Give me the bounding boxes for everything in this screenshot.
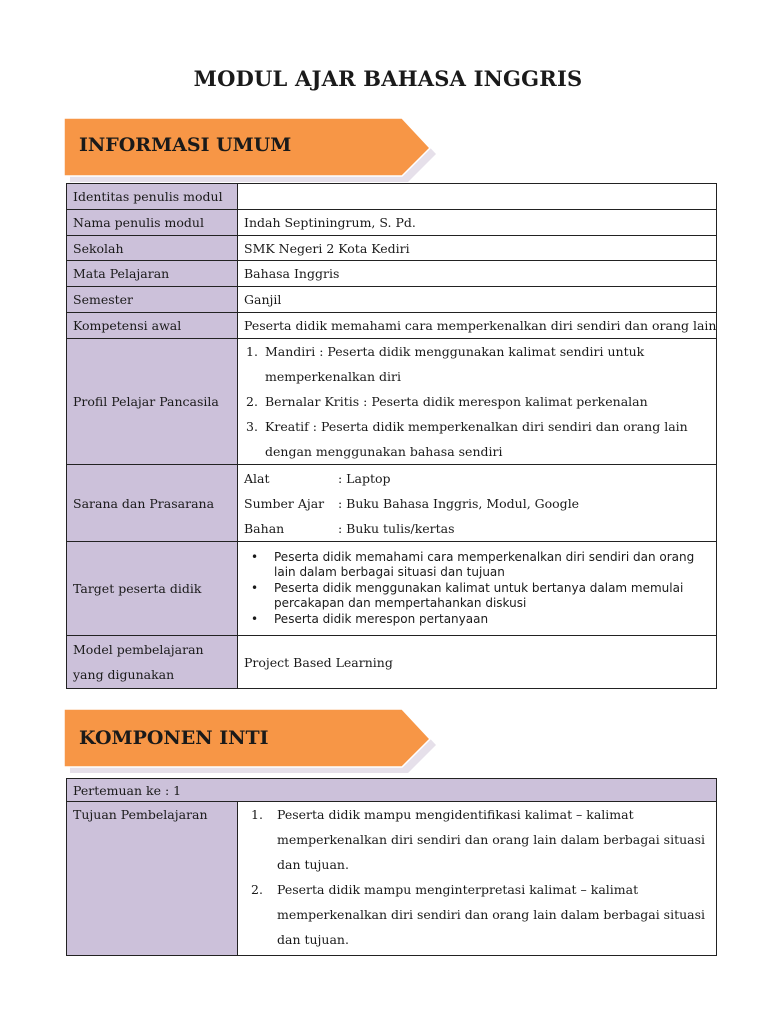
list-text: Kreatif : Peserta didik memperkenalkan diri sendiri dan orang lain — [265, 419, 688, 434]
list-item — [244, 877, 710, 952]
list-text: Peserta didik mampu mengidentifikasi kalimat – kalimat — [277, 807, 634, 822]
informasi-umum-banner — [64, 116, 436, 182]
table-row — [67, 465, 717, 542]
table-row — [67, 236, 717, 261]
sarana-cell — [238, 465, 717, 542]
list-item — [244, 550, 710, 581]
list-text: Peserta didik merespon pertanyaan — [274, 611, 489, 626]
row-value: Ganjil — [238, 287, 717, 313]
document-title: MODUL AJAR BAHASA INGGRIS — [193, 66, 583, 91]
row-value: Project Based Learning — [238, 636, 717, 689]
row-label — [67, 636, 238, 689]
list-text: Peserta didik menggunakan kalimat untuk bertanya dalam memulai — [274, 580, 684, 595]
target-list — [244, 550, 710, 628]
table-row — [67, 779, 717, 802]
table-row — [67, 210, 717, 236]
sarana-item — [244, 516, 710, 541]
list-text: lain dalam berbagai situasi dan tujuan — [274, 565, 505, 580]
row-value: Indah Septiningrum, S. Pd. — [238, 210, 717, 236]
sarana-key: Alat — [244, 470, 270, 486]
row-label: Mata Pelajaran — [67, 261, 238, 287]
tujuan-cell — [238, 802, 717, 956]
label-text: yang digunakan — [73, 667, 175, 682]
list-item — [244, 339, 710, 389]
sarana-value: : Buku tulis/kertas — [338, 520, 455, 536]
bullet-icon: • — [251, 580, 259, 595]
bullet-icon: • — [251, 611, 259, 626]
row-label: Sekolah — [67, 236, 238, 261]
informasi-umum-heading: INFORMASI UMUM — [79, 134, 292, 156]
row-value: Peserta didik memahami cara memperkenalkan diri sendiri dan orang lain — [238, 313, 717, 339]
row-label: Sarana dan Prasarana — [67, 465, 238, 542]
sarana-item — [244, 491, 710, 516]
list-text: dengan menggunakan bahasa sendiri — [265, 444, 503, 459]
list-item — [244, 802, 710, 877]
bullet-icon: • — [251, 549, 259, 564]
list-text: Mandiri : Peserta didik menggunakan kalimat sendiri untuk — [265, 344, 645, 359]
row-label: Target peserta didik — [67, 542, 238, 636]
sarana-item — [244, 466, 710, 491]
row-value — [238, 184, 717, 210]
komponen-inti-table — [66, 778, 717, 956]
list-text: memperkenalkan diri — [265, 369, 401, 384]
table-row — [67, 802, 717, 956]
row-label: Identitas penulis modul — [67, 184, 238, 210]
sarana-value: : Laptop — [338, 470, 391, 486]
list-number: 1. — [251, 807, 263, 822]
pertemuan-label: Pertemuan ke : 1 — [67, 779, 717, 802]
list-number: 1. — [246, 344, 258, 359]
table-row — [67, 261, 717, 287]
row-value: SMK Negeri 2 Kota Kediri — [238, 236, 717, 261]
list-text: memperkenalkan diri sendiri dan orang lain dalam berbagai situasi — [277, 907, 706, 922]
list-text: dan tujuan. — [277, 932, 349, 947]
row-label: Nama penulis modul — [67, 210, 238, 236]
target-cell — [238, 542, 717, 636]
list-text: percakapan dan mempertahankan diskusi — [274, 596, 527, 611]
list-item — [244, 389, 710, 414]
table-row — [67, 313, 717, 339]
komponen-inti-heading: KOMPONEN INTI — [79, 727, 269, 749]
tujuan-list — [244, 802, 710, 952]
list-item — [244, 581, 710, 612]
informasi-umum-table — [66, 183, 717, 689]
table-row — [67, 339, 717, 465]
sarana-value: : Buku Bahasa Inggris, Modul, Google — [338, 495, 580, 511]
table-row — [67, 542, 717, 636]
table-row — [67, 184, 717, 210]
profil-list-cell — [238, 339, 717, 465]
list-text: Peserta didik mampu menginterpretasi kalimat – kalimat — [277, 882, 639, 897]
list-text: memperkenalkan diri sendiri dan orang lain dalam berbagai situasi — [277, 832, 706, 847]
list-number: 2. — [246, 394, 258, 409]
sarana-key: Bahan — [244, 520, 285, 536]
row-label: Semester — [67, 287, 238, 313]
list-number: 3. — [246, 419, 258, 434]
row-value: Bahasa Inggris — [238, 261, 717, 287]
table-row — [67, 636, 717, 689]
komponen-inti-banner — [64, 707, 436, 773]
list-text: dan tujuan. — [277, 857, 349, 872]
list-number: 2. — [251, 882, 263, 897]
list-text: Bernalar Kritis : Peserta didik merespon kalimat perkenalan — [265, 394, 648, 409]
table-row — [67, 287, 717, 313]
list-item — [244, 414, 710, 464]
list-text: Peserta didik memahami cara memperkenalkan diri sendiri dan orang — [274, 549, 695, 564]
list-item — [244, 612, 710, 628]
row-label: Kompetensi awal — [67, 313, 238, 339]
sarana-key: Sumber Ajar — [244, 495, 325, 511]
row-label: Profil Pelajar Pancasila — [67, 339, 238, 465]
row-label: Tujuan Pembelajaran — [67, 802, 238, 956]
profil-list — [244, 339, 710, 464]
label-text: Model pembelajaran — [73, 642, 204, 657]
